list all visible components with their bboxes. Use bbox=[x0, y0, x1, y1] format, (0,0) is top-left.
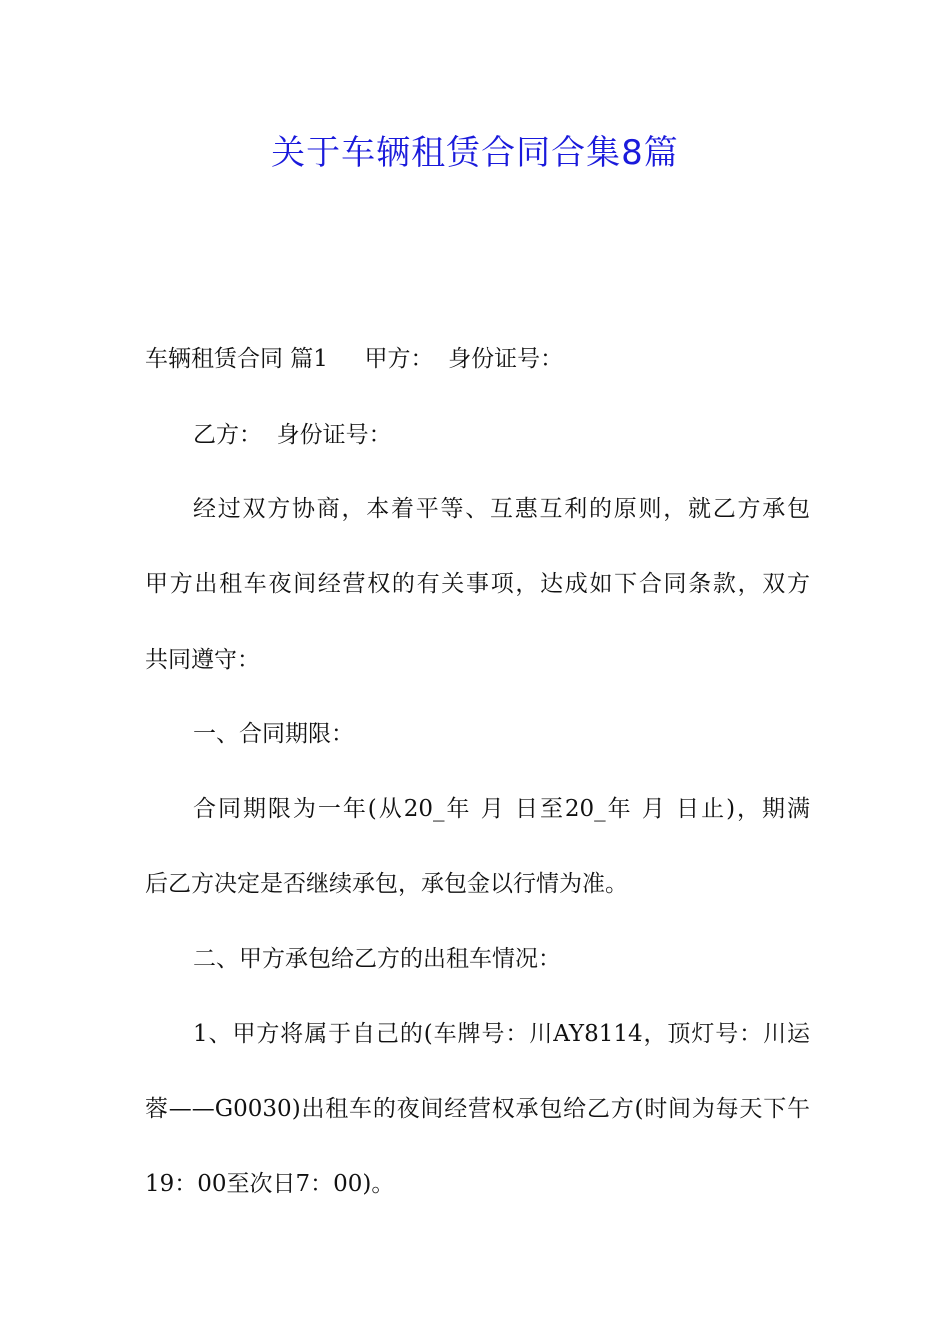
paragraph-line: 经过双方协商，本着平等、互惠互利的原则，就乙方承包 bbox=[193, 496, 810, 522]
section-heading: 二、甲方承包给乙方的出租车情况： bbox=[193, 946, 561, 972]
paragraph-line: 合同期限为一年(从20_年 月 日至20_年 月 日止)，期满 bbox=[193, 796, 810, 822]
section-heading: 一、合同期限： bbox=[193, 721, 354, 747]
party-b-line: 乙方： 身份证号： bbox=[193, 422, 392, 448]
paragraph-line: 19：00至次日7：00)。 bbox=[145, 1171, 395, 1197]
paragraph-line: 1、甲方将属于自己的(车牌号：川AY8114，顶灯号：川运 bbox=[193, 1021, 810, 1047]
paragraph-line: 甲方出租车夜间经营权的有关事项，达成如下合同条款，双方 bbox=[145, 571, 810, 597]
paragraph-line: 蓉——G0030)出租车的夜间经营权承包给乙方(时间为每天下午 bbox=[145, 1096, 810, 1122]
paragraph-line: 后乙方决定是否继续承包，承包金以行情为准。 bbox=[145, 871, 628, 897]
paragraph-line: 共同遵守： bbox=[145, 647, 260, 673]
contract-heading-line: 车辆租赁合同 篇1 甲方： 身份证号： bbox=[145, 346, 564, 372]
document-title: 关于车辆租赁合同合集8篇 bbox=[271, 133, 679, 173]
